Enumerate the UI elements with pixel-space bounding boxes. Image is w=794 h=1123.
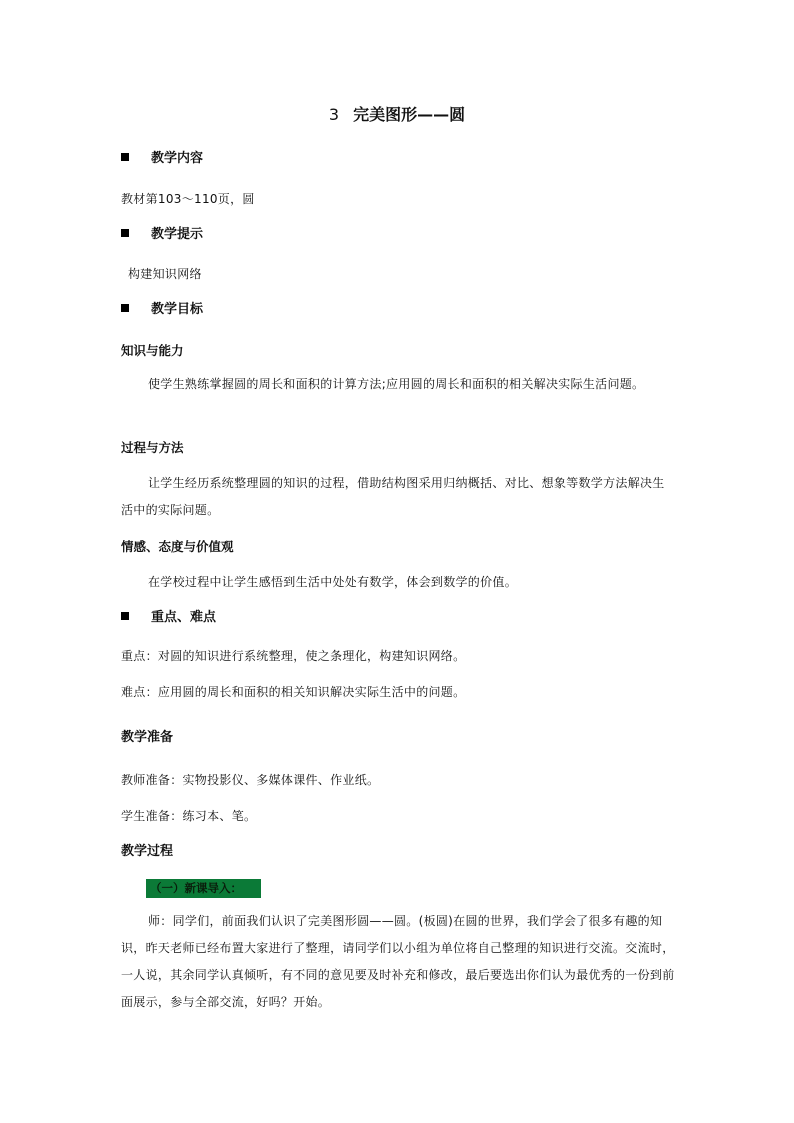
heading-key-points: 重点、难点 [121, 610, 676, 626]
procedure-paragraph: 师：同学们，前面我们认识了完美图形圆——圆。(板圆)在圆的世界，我们学会了很多有趣的知识，昨天老师已经布置大家进行了整理，请同学们以小组为单位将自己整理的知识进行交流。交流时，一人说，其余同学认真倾听，有不同的意见要及时补充和修改，最后要选出你们认为最优秀的一份到前面展示，参与全部交流，好吗？开始。 [121, 914, 675, 1009]
title-number: 3 [328, 105, 340, 124]
square-bullet-icon [121, 304, 129, 312]
heading-teaching-goals: 教学目标 [121, 302, 676, 318]
subheading-process: 过程与方法 [121, 440, 184, 455]
emotion-paragraph: 在学校过程中让学生感悟到生活中处处有数学，体会到数学的价值。 [148, 575, 518, 589]
subheading-knowledge: 知识与能力 [121, 343, 184, 358]
teacher-preparation-text: 教师准备：实物投影仪、多媒体课件、作业纸。 [121, 773, 380, 787]
title-text: 完美图形——圆 [353, 105, 466, 124]
page-title [0, 104, 794, 126]
difficulty-text: 难点：应用圆的周长和面积的相关知识解决实际生活中的问题。 [121, 685, 466, 699]
teaching-content-text: 教材第103～110页，圆 [121, 192, 255, 206]
square-bullet-icon [121, 153, 129, 161]
teaching-hint-text: 构建知识网络 [128, 267, 202, 281]
heading-procedure: 教学过程 [121, 844, 174, 859]
step-label: （一）新课导入： [150, 881, 242, 895]
heading-teaching-hint: 教学提示 [121, 227, 676, 243]
heading-preparation: 教学准备 [121, 730, 174, 745]
square-bullet-icon [121, 229, 129, 237]
focus-text: 重点：对圆的知识进行系统整理，使之条理化，构建知识网络。 [121, 649, 466, 663]
square-bullet-icon [121, 612, 129, 620]
heading-teaching-content: 教学内容 [121, 151, 676, 167]
step-highlight [146, 879, 261, 898]
process-paragraph: 让学生经历系统整理圆的知识的过程，借助结构图采用归纳概括、对比、想象等数学方法解决生活中的实际问题。 [121, 476, 665, 517]
knowledge-paragraph: 使学生熟练掌握圆的周长和面积的计算方法;应用圆的周长和面积的相关解决实际生活问题。 [148, 377, 645, 391]
student-preparation-text: 学生准备：练习本、笔。 [121, 809, 257, 823]
subheading-emotion: 情感、态度与价值观 [121, 539, 234, 554]
